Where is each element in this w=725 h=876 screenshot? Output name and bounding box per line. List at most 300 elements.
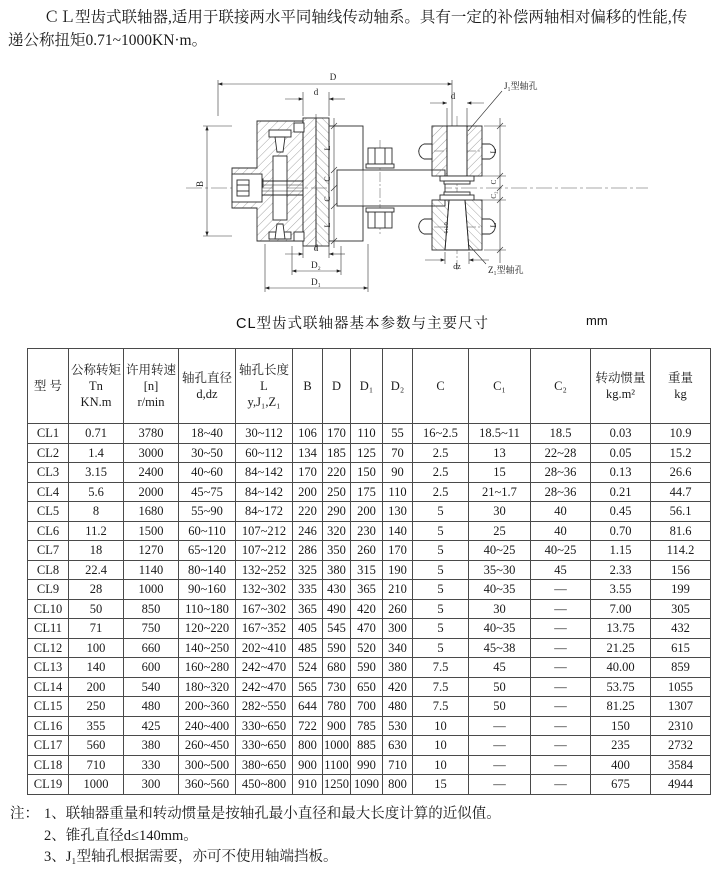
value-cell: 380 <box>124 736 179 756</box>
value-cell: 340 <box>383 638 413 658</box>
value-cell: 2732 <box>651 736 711 756</box>
value-cell: 150 <box>591 716 651 736</box>
value-cell: 60~112 <box>236 443 293 463</box>
value-cell: 16~2.5 <box>413 424 469 444</box>
value-cell: 2.33 <box>591 560 651 580</box>
value-cell: 900 <box>323 716 351 736</box>
value-cell: — <box>531 716 591 736</box>
note-item-3: 3、J₁型轴孔根据需要，亦可不使用轴端挡板。 <box>44 849 338 865</box>
column-header: D₂ <box>383 349 413 424</box>
value-cell: 114.2 <box>651 541 711 561</box>
value-cell: 0.13 <box>591 463 651 483</box>
value-cell: 40~35 <box>469 619 531 639</box>
value-cell: 40~60 <box>179 463 236 483</box>
technical-drawing <box>0 68 725 315</box>
value-cell: 1100 <box>323 755 351 775</box>
value-cell: 315 <box>351 560 383 580</box>
dim-label-L-top-right: L <box>489 148 498 154</box>
value-cell: 25 <box>469 521 531 541</box>
value-cell: — <box>531 619 591 639</box>
value-cell: — <box>469 716 531 736</box>
value-cell: 45 <box>531 560 591 580</box>
value-cell: 1.15 <box>591 541 651 561</box>
value-cell: 780 <box>323 697 351 717</box>
value-cell: 2000 <box>124 482 179 502</box>
table-row <box>28 697 711 717</box>
value-cell: 15 <box>469 463 531 483</box>
value-cell: 200 <box>351 502 383 522</box>
table-row <box>28 521 711 541</box>
table-row <box>28 677 711 697</box>
table-row <box>28 775 711 795</box>
value-cell: 430 <box>323 580 351 600</box>
value-cell: 132~302 <box>236 580 293 600</box>
dim-label-B: B <box>195 180 205 188</box>
dim-label-d-right: d <box>450 91 456 101</box>
value-cell: 3.15 <box>69 463 124 483</box>
value-cell: 22.4 <box>69 560 124 580</box>
value-cell: 545 <box>323 619 351 639</box>
intro-paragraph <box>8 6 718 52</box>
table-row <box>28 541 711 561</box>
value-cell: 644 <box>293 697 323 717</box>
value-cell: 520 <box>351 638 383 658</box>
column-header: D₁ <box>351 349 383 424</box>
value-cell: 990 <box>351 755 383 775</box>
value-cell: 35~30 <box>469 560 531 580</box>
value-cell: 5 <box>413 599 469 619</box>
value-cell: 1307 <box>651 697 711 717</box>
value-cell: 5 <box>413 502 469 522</box>
parameters-table <box>27 348 711 795</box>
table-header-row <box>28 349 711 424</box>
value-cell: 7.00 <box>591 599 651 619</box>
model-cell: CL8 <box>28 560 69 580</box>
value-cell: 2.5 <box>413 443 469 463</box>
value-cell: 260 <box>351 541 383 561</box>
value-cell: 420 <box>351 599 383 619</box>
column-header: 许用转速 [n] r/min <box>124 349 179 424</box>
label-J1-hole: J₁型轴孔 <box>504 81 538 91</box>
value-cell: 45~38 <box>469 638 531 658</box>
value-cell: 1680 <box>124 502 179 522</box>
value-cell: 5.6 <box>69 482 124 502</box>
column-header: C₂ <box>531 349 591 424</box>
value-cell: — <box>531 755 591 775</box>
value-cell: 524 <box>293 658 323 678</box>
value-cell: 2.5 <box>413 482 469 502</box>
note-item-1: 1、联轴器重量和转动惯量是按轴孔最小直径和最大长度计算的近似值。 <box>44 806 501 822</box>
dim-label-D2: D₂ <box>311 260 321 270</box>
value-cell: 730 <box>323 677 351 697</box>
dim-label-dz: dz <box>453 262 461 271</box>
value-cell: — <box>531 638 591 658</box>
value-cell: 10.9 <box>651 424 711 444</box>
value-cell: 1250 <box>323 775 351 795</box>
value-cell: 3584 <box>651 755 711 775</box>
value-cell: 185 <box>323 443 351 463</box>
value-cell: 7.5 <box>413 677 469 697</box>
value-cell: 859 <box>651 658 711 678</box>
value-cell: 365 <box>351 580 383 600</box>
value-cell: 200 <box>69 677 124 697</box>
value-cell: 220 <box>293 502 323 522</box>
value-cell: 60~110 <box>179 521 236 541</box>
value-cell: 70 <box>383 443 413 463</box>
value-cell: 325 <box>293 560 323 580</box>
value-cell: 800 <box>293 736 323 756</box>
value-cell: 50 <box>69 599 124 619</box>
column-header: 型 号 <box>28 349 69 424</box>
model-cell: CL4 <box>28 482 69 502</box>
value-cell: 40~25 <box>531 541 591 561</box>
value-cell: 675 <box>591 775 651 795</box>
model-cell: CL19 <box>28 775 69 795</box>
value-cell: 300~500 <box>179 755 236 775</box>
dim-label-C-right: C <box>490 179 498 185</box>
value-cell: 240~400 <box>179 716 236 736</box>
value-cell: 71 <box>69 619 124 639</box>
value-cell: 380 <box>323 560 351 580</box>
table-row <box>28 658 711 678</box>
column-header: 轴孔长度 L y,J₁,Z₁ <box>236 349 293 424</box>
value-cell: 200 <box>293 482 323 502</box>
value-cell: 40 <box>531 521 591 541</box>
value-cell: — <box>531 580 591 600</box>
value-cell: 200~360 <box>179 697 236 717</box>
value-cell: 365 <box>293 599 323 619</box>
value-cell: 11.2 <box>69 521 124 541</box>
value-cell: 400 <box>591 755 651 775</box>
value-cell: — <box>469 736 531 756</box>
unit-label: mm <box>586 313 608 328</box>
value-cell: 1.4 <box>69 443 124 463</box>
coupling-section-drawing <box>0 68 725 315</box>
value-cell: 40 <box>531 502 591 522</box>
value-cell: 722 <box>293 716 323 736</box>
model-cell: CL16 <box>28 716 69 736</box>
value-cell: 5 <box>413 560 469 580</box>
value-cell: 40~35 <box>469 580 531 600</box>
intro-line-2: 递公称扭矩0.71~1000KN·m。 <box>8 32 208 49</box>
value-cell: 125 <box>351 443 383 463</box>
value-cell: 170 <box>383 541 413 561</box>
value-cell: 1500 <box>124 521 179 541</box>
value-cell: 80~140 <box>179 560 236 580</box>
table-row <box>28 736 711 756</box>
dim-label-D: D <box>329 72 337 82</box>
value-cell: 1090 <box>351 775 383 795</box>
value-cell: 30~112 <box>236 424 293 444</box>
value-cell: 180~320 <box>179 677 236 697</box>
value-cell: 140 <box>69 658 124 678</box>
value-cell: 26.6 <box>651 463 711 483</box>
table-row <box>28 619 711 639</box>
model-cell: CL1 <box>28 424 69 444</box>
value-cell: 0.21 <box>591 482 651 502</box>
value-cell: 199 <box>651 580 711 600</box>
value-cell: 84~172 <box>236 502 293 522</box>
value-cell: 286 <box>293 541 323 561</box>
value-cell: 190 <box>383 560 413 580</box>
model-cell: CL14 <box>28 677 69 697</box>
value-cell: — <box>469 775 531 795</box>
intro-line-1: ＣＬ型齿式联轴器,适用于联接两水平同轴线传动轴系。具有一定的补偿两轴相对偏移的性能,传 <box>44 9 688 26</box>
value-cell: 110~180 <box>179 599 236 619</box>
value-cell: 40~25 <box>469 541 531 561</box>
value-cell: 2.5 <box>413 463 469 483</box>
model-cell: CL12 <box>28 638 69 658</box>
value-cell: 750 <box>124 619 179 639</box>
value-cell: 15.2 <box>651 443 711 463</box>
value-cell: 800 <box>383 775 413 795</box>
value-cell: 630 <box>383 736 413 756</box>
value-cell: 650 <box>351 677 383 697</box>
value-cell: 10 <box>413 755 469 775</box>
value-cell: 320 <box>323 521 351 541</box>
value-cell: 360~560 <box>179 775 236 795</box>
value-cell: 242~470 <box>236 677 293 697</box>
table-row <box>28 560 711 580</box>
value-cell: 18.5~11 <box>469 424 531 444</box>
value-cell: 160~280 <box>179 658 236 678</box>
table-row <box>28 443 711 463</box>
value-cell: 330~650 <box>236 736 293 756</box>
value-cell: 84~142 <box>236 463 293 483</box>
value-cell: 565 <box>293 677 323 697</box>
value-cell: 134 <box>293 443 323 463</box>
dim-label-C-bottom: C <box>323 196 332 202</box>
value-cell: 560 <box>69 736 124 756</box>
model-cell: CL7 <box>28 541 69 561</box>
value-cell: 0.71 <box>69 424 124 444</box>
value-cell: 380 <box>383 658 413 678</box>
table-row <box>28 502 711 522</box>
model-cell: CL6 <box>28 521 69 541</box>
value-cell: 380~650 <box>236 755 293 775</box>
value-cell: 170 <box>293 463 323 483</box>
value-cell: 235 <box>591 736 651 756</box>
value-cell: 3780 <box>124 424 179 444</box>
value-cell: 30~50 <box>179 443 236 463</box>
value-cell: 7.5 <box>413 697 469 717</box>
value-cell: 350 <box>323 541 351 561</box>
notes <box>10 804 720 869</box>
dim-label-d-top: d <box>313 87 319 97</box>
value-cell: 305 <box>651 599 711 619</box>
value-cell: 81.6 <box>651 521 711 541</box>
value-cell: 170 <box>323 424 351 444</box>
value-cell: 110 <box>383 482 413 502</box>
value-cell: 480 <box>124 697 179 717</box>
model-cell: CL3 <box>28 463 69 483</box>
value-cell: 282~550 <box>236 697 293 717</box>
value-cell: 5 <box>413 580 469 600</box>
table-body <box>28 424 711 795</box>
model-cell: CL13 <box>28 658 69 678</box>
value-cell: 40.00 <box>591 658 651 678</box>
table-row <box>28 638 711 658</box>
value-cell: 250 <box>69 697 124 717</box>
dim-label-L-bottom: L <box>323 222 332 228</box>
value-cell: 600 <box>124 658 179 678</box>
value-cell: 56.1 <box>651 502 711 522</box>
model-cell: CL10 <box>28 599 69 619</box>
value-cell: 4944 <box>651 775 711 795</box>
value-cell: 28 <box>69 580 124 600</box>
taper-label: 1:10 <box>443 222 450 234</box>
value-cell: — <box>531 697 591 717</box>
value-cell: 2310 <box>651 716 711 736</box>
value-cell: 0.45 <box>591 502 651 522</box>
column-header: C₁ <box>469 349 531 424</box>
value-cell: 110 <box>351 424 383 444</box>
value-cell: 335 <box>293 580 323 600</box>
value-cell: 140~250 <box>179 638 236 658</box>
value-cell: 490 <box>323 599 351 619</box>
value-cell: 28~36 <box>531 463 591 483</box>
value-cell: 8 <box>69 502 124 522</box>
value-cell: 100 <box>69 638 124 658</box>
value-cell: 615 <box>651 638 711 658</box>
value-cell: — <box>469 755 531 775</box>
value-cell: 900 <box>293 755 323 775</box>
value-cell: 210 <box>383 580 413 600</box>
value-cell: 21.25 <box>591 638 651 658</box>
value-cell: 90 <box>383 463 413 483</box>
value-cell: 167~352 <box>236 619 293 639</box>
value-cell: 1140 <box>124 560 179 580</box>
value-cell: 13 <box>469 443 531 463</box>
note-item-2: 2、锥孔直径d≤140mm。 <box>44 827 198 844</box>
value-cell: 590 <box>351 658 383 678</box>
value-cell: 175 <box>351 482 383 502</box>
dim-label-d-bottom: d <box>313 243 319 253</box>
value-cell: 5 <box>413 521 469 541</box>
value-cell: 910 <box>293 775 323 795</box>
column-header: 公称转矩 Tn KN.m <box>69 349 124 424</box>
value-cell: 420 <box>383 677 413 697</box>
value-cell: 21~1.7 <box>469 482 531 502</box>
value-cell: 107~212 <box>236 521 293 541</box>
value-cell: 30 <box>469 599 531 619</box>
value-cell: 53.75 <box>591 677 651 697</box>
value-cell: 140 <box>383 521 413 541</box>
dim-label-D1: D₁ <box>311 277 321 287</box>
value-cell: 330~650 <box>236 716 293 736</box>
value-cell: 120~220 <box>179 619 236 639</box>
value-cell: 7.5 <box>413 658 469 678</box>
value-cell: 15 <box>413 775 469 795</box>
value-cell: 107~212 <box>236 541 293 561</box>
value-cell: 3000 <box>124 443 179 463</box>
value-cell: 10 <box>413 716 469 736</box>
value-cell: 785 <box>351 716 383 736</box>
value-cell: 2400 <box>124 463 179 483</box>
table-row <box>28 599 711 619</box>
value-cell: 660 <box>124 638 179 658</box>
value-cell: 10 <box>413 736 469 756</box>
model-cell: CL11 <box>28 619 69 639</box>
dim-label-L-bottom-right: L <box>489 222 498 228</box>
value-cell: 405 <box>293 619 323 639</box>
value-cell: 1055 <box>651 677 711 697</box>
value-cell: 50 <box>469 697 531 717</box>
value-cell: 260 <box>383 599 413 619</box>
value-cell: — <box>531 677 591 697</box>
table-title: CL型齿式联轴器基本参数与主要尺寸 <box>235 316 490 332</box>
value-cell: 55 <box>383 424 413 444</box>
value-cell: 220 <box>323 463 351 483</box>
value-cell: 850 <box>124 599 179 619</box>
table-row <box>28 755 711 775</box>
value-cell: 18 <box>69 541 124 561</box>
value-cell: 450~800 <box>236 775 293 795</box>
left-section-view <box>186 114 648 250</box>
model-cell: CL15 <box>28 697 69 717</box>
value-cell: 355 <box>69 716 124 736</box>
column-header: B <box>293 349 323 424</box>
value-cell: 13.75 <box>591 619 651 639</box>
value-cell: — <box>531 736 591 756</box>
value-cell: 480 <box>383 697 413 717</box>
table-row <box>28 463 711 483</box>
value-cell: 5 <box>413 541 469 561</box>
table-title-bar <box>0 312 725 334</box>
value-cell: 44.7 <box>651 482 711 502</box>
value-cell: 28~36 <box>531 482 591 502</box>
model-cell: CL18 <box>28 755 69 775</box>
value-cell: 710 <box>383 755 413 775</box>
value-cell: 1000 <box>323 736 351 756</box>
value-cell: 230 <box>351 521 383 541</box>
label-Z1-hole: Z₁型轴孔 <box>488 265 524 275</box>
value-cell: 22~28 <box>531 443 591 463</box>
value-cell: 81.25 <box>591 697 651 717</box>
dim-label-C2-right: C₂ <box>490 191 498 199</box>
value-cell: 106 <box>293 424 323 444</box>
value-cell: 5 <box>413 638 469 658</box>
value-cell: 150 <box>351 463 383 483</box>
value-cell: 90~160 <box>179 580 236 600</box>
value-cell: 680 <box>323 658 351 678</box>
value-cell: 1000 <box>69 775 124 795</box>
table-row <box>28 716 711 736</box>
dim-label-L-top: L <box>323 145 332 151</box>
value-cell: 485 <box>293 638 323 658</box>
column-header: D <box>323 349 351 424</box>
model-cell: CL9 <box>28 580 69 600</box>
value-cell: 530 <box>383 716 413 736</box>
value-cell: 202~410 <box>236 638 293 658</box>
value-cell: 5 <box>413 619 469 639</box>
column-header: 重量 kg <box>651 349 711 424</box>
value-cell: 18.5 <box>531 424 591 444</box>
value-cell: 45 <box>469 658 531 678</box>
table-row <box>28 580 711 600</box>
value-cell: 470 <box>351 619 383 639</box>
value-cell: 132~252 <box>236 560 293 580</box>
value-cell: 0.03 <box>591 424 651 444</box>
value-cell: 432 <box>651 619 711 639</box>
value-cell: 130 <box>383 502 413 522</box>
value-cell: 425 <box>124 716 179 736</box>
value-cell: 0.70 <box>591 521 651 541</box>
value-cell: 260~450 <box>179 736 236 756</box>
column-header: C <box>413 349 469 424</box>
value-cell: 1000 <box>124 580 179 600</box>
model-cell: CL17 <box>28 736 69 756</box>
